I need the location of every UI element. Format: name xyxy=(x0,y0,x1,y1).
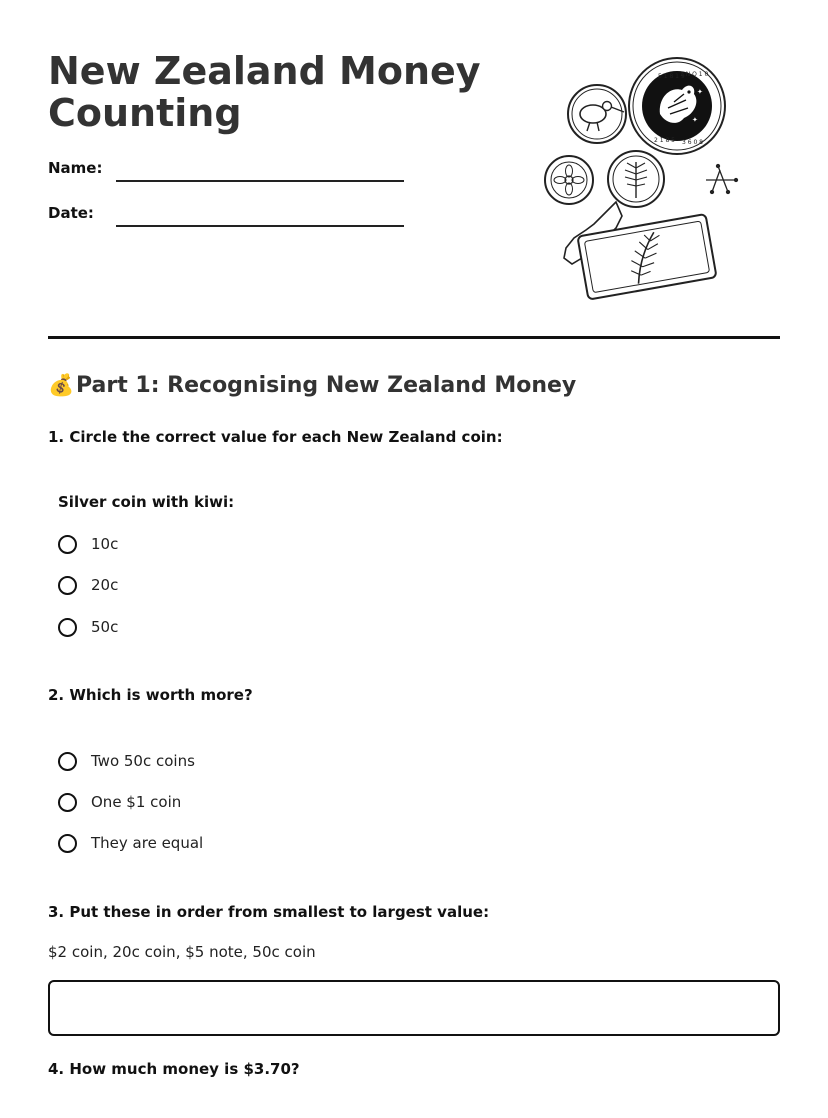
name-label: Name: xyxy=(48,159,103,177)
question-3-answer-box[interactable] xyxy=(48,980,780,1036)
radio-circle[interactable] xyxy=(58,834,77,853)
question-3-items: $2 coin, 20c coin, $5 note, 50c coin xyxy=(48,943,316,961)
option-label: 50c xyxy=(91,618,119,636)
header-divider xyxy=(48,336,780,339)
svg-text:1 N O 1 0: 1 N O 1 0 xyxy=(680,71,709,78)
nz-money-illustration xyxy=(536,52,746,306)
bird-coin-icon xyxy=(629,58,725,154)
date-line[interactable] xyxy=(116,225,404,227)
q2-option-equal[interactable] xyxy=(58,831,203,855)
flower-coin-icon xyxy=(545,156,593,204)
fern-coin-icon xyxy=(608,151,664,207)
radio-circle[interactable] xyxy=(58,618,77,637)
worksheet-title: New Zealand Money Counting xyxy=(48,49,481,135)
option-label: 20c xyxy=(91,576,119,594)
q2-option-one-dollar-coin[interactable] xyxy=(58,790,181,814)
question-3-prompt: 3. Put these in order from smallest to largest value: xyxy=(48,903,490,921)
question-4-prompt: 4. How much money is $3.70? xyxy=(48,1060,300,1078)
option-label: Two 50c coins xyxy=(91,752,195,770)
date-label: Date: xyxy=(48,204,94,222)
part1-heading-text: Part 1: Recognising New Zealand Money xyxy=(76,373,577,398)
radio-circle[interactable] xyxy=(58,535,77,554)
radio-circle[interactable] xyxy=(58,752,77,771)
name-line[interactable] xyxy=(116,180,404,182)
part1-heading xyxy=(48,373,576,398)
svg-text:2 1 8 5: 2 1 8 5 xyxy=(654,137,675,144)
radio-circle[interactable] xyxy=(58,793,77,812)
svg-text:3 6 0 8: 3 6 0 8 xyxy=(682,139,703,146)
q1-option-50c[interactable] xyxy=(58,615,118,639)
svg-text:✦: ✦ xyxy=(692,116,698,124)
option-label: One $1 coin xyxy=(91,793,182,811)
svg-text:✦: ✦ xyxy=(697,88,703,96)
q1-option-20c[interactable] xyxy=(58,573,118,597)
question-2-prompt: 2. Which is worth more? xyxy=(48,686,253,704)
question-1-prompt: 1. Circle the correct value for each New Zealand coin: xyxy=(48,428,503,446)
question-1-sub-label: Silver coin with kiwi: xyxy=(58,493,235,511)
southern-cross-icon xyxy=(706,165,738,194)
money-bag-icon: 💰 xyxy=(48,373,75,397)
option-label: They are equal xyxy=(91,834,204,852)
q1-option-10c[interactable] xyxy=(58,532,118,556)
option-label: 10c xyxy=(91,535,119,553)
svg-text:5 1 8 1 9: 5 1 8 1 9 xyxy=(658,73,685,80)
q2-option-two-50c-coins[interactable] xyxy=(58,749,195,773)
radio-circle[interactable] xyxy=(58,576,77,595)
kiwi-coin-icon xyxy=(568,85,626,143)
